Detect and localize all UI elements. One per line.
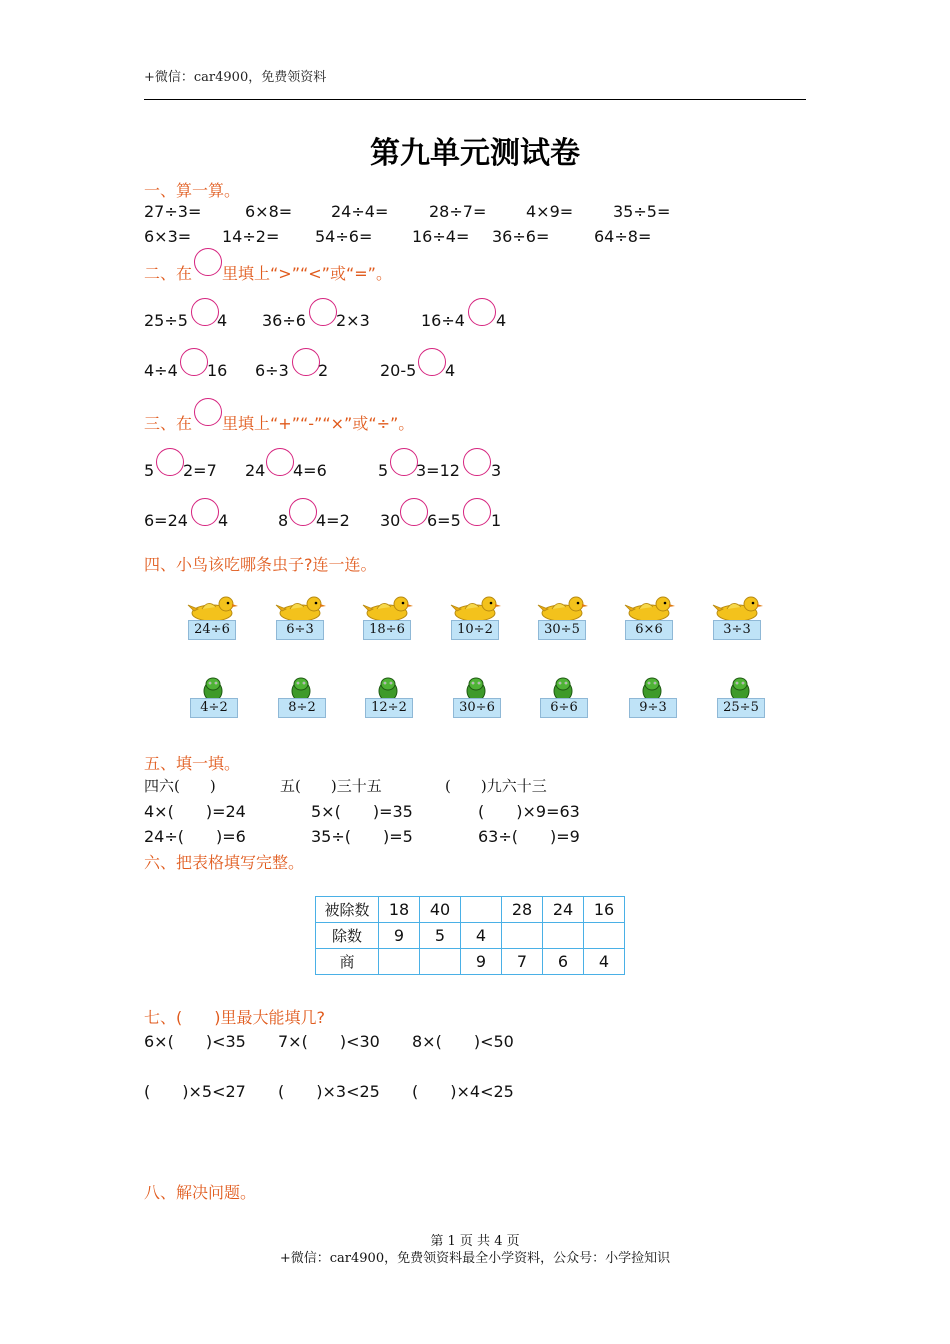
s3-part: 5 xyxy=(144,461,155,480)
s2-left: 36÷6 xyxy=(262,311,306,330)
bird-label: 3÷3 xyxy=(713,620,761,640)
page-title: 第九单元测试卷 xyxy=(370,136,580,171)
s1-item: 64÷8= xyxy=(594,227,652,246)
s1-item: 28÷7= xyxy=(429,202,487,221)
s7-item: 7×( )<30 xyxy=(278,1032,380,1051)
bird-card[interactable] xyxy=(274,595,328,645)
s1-item: 35÷5= xyxy=(613,202,671,221)
bug-label: 30÷6 xyxy=(453,698,501,718)
s2-left: 25÷5 xyxy=(144,311,188,330)
table-row xyxy=(316,897,625,923)
s3-part: 8 xyxy=(278,511,289,530)
bird-card[interactable] xyxy=(711,595,765,645)
s3-part: 1 xyxy=(491,511,502,530)
s3-part: 3=12 xyxy=(416,461,460,480)
s3-part: 4=2 xyxy=(316,511,350,530)
s3-part: 24 xyxy=(245,461,266,480)
section-4-heading: 四、小鸟该吃哪条虫子?连一连。 xyxy=(144,555,377,574)
table-cell[interactable] xyxy=(379,949,420,975)
answer-circle-icon[interactable] xyxy=(309,298,337,326)
bug-label: 25÷5 xyxy=(717,698,765,718)
section-5-heading: 五、填一填。 xyxy=(144,754,241,773)
section-2-heading-a: 二、在 xyxy=(144,264,193,283)
s2-right: 4 xyxy=(445,361,456,380)
footer-note: +微信：car4900，免费领资料最全小学资料，公众号：小学捡知识 xyxy=(279,1251,671,1266)
s2-right: 4 xyxy=(217,311,228,330)
bug-label: 4÷2 xyxy=(190,698,238,718)
section-2-heading-b: 里填上“>”“<”或“=”。 xyxy=(222,264,392,283)
division-table xyxy=(315,896,625,975)
table-row-header: 除数 xyxy=(316,923,379,949)
table-cell[interactable] xyxy=(584,923,625,949)
s1-item: 16÷4= xyxy=(412,227,470,246)
s5-item: ( )九六十三 xyxy=(445,777,547,795)
bird-label: 18÷6 xyxy=(363,620,411,640)
section-7-heading: 七、( )里最大能填几? xyxy=(144,1008,325,1027)
bug-card[interactable] xyxy=(538,676,592,726)
answer-circle-icon[interactable] xyxy=(463,448,491,476)
answer-circle-icon[interactable] xyxy=(191,298,219,326)
s1-item: 6×3= xyxy=(144,227,192,246)
bug-label: 12÷2 xyxy=(365,698,413,718)
table-row xyxy=(316,923,625,949)
s3-part: 2=7 xyxy=(183,461,217,480)
s2-left: 6÷3 xyxy=(255,361,289,380)
bird-label: 24÷6 xyxy=(188,620,236,640)
bug-card[interactable] xyxy=(451,676,505,726)
bird-label: 30÷5 xyxy=(538,620,586,640)
table-cell: 9 xyxy=(461,949,502,975)
s7-item: ( )×4<25 xyxy=(412,1082,514,1101)
table-row-header: 被除数 xyxy=(316,897,379,923)
page-number: 第 1 页 共 4 页 xyxy=(430,1234,520,1249)
answer-circle-icon[interactable] xyxy=(468,298,496,326)
s2-left: 20-5 xyxy=(380,361,417,380)
answer-circle-icon[interactable] xyxy=(390,448,418,476)
s2-right: 4 xyxy=(496,311,507,330)
section-3-heading-b: 里填上“+”“-”“×”或“÷”。 xyxy=(222,414,415,433)
table-cell: 16 xyxy=(584,897,625,923)
answer-circle-icon[interactable] xyxy=(463,498,491,526)
bug-card[interactable] xyxy=(627,676,681,726)
answer-circle-icon xyxy=(194,248,222,276)
s7-item: ( )×3<25 xyxy=(278,1082,380,1101)
answer-circle-icon[interactable] xyxy=(191,498,219,526)
section-8-heading: 八、解决问题。 xyxy=(144,1183,257,1202)
table-cell[interactable] xyxy=(502,923,543,949)
s1-item: 6×8= xyxy=(245,202,293,221)
table-cell[interactable] xyxy=(420,949,461,975)
s2-right: 2 xyxy=(318,361,329,380)
table-row-header: 商 xyxy=(316,949,379,975)
s7-item: 6×( )<35 xyxy=(144,1032,246,1051)
s3-part: 4 xyxy=(218,511,229,530)
table-cell: 4 xyxy=(461,923,502,949)
s3-part: 6=5 xyxy=(427,511,461,530)
table-cell: 6 xyxy=(543,949,584,975)
answer-circle-icon[interactable] xyxy=(418,348,446,376)
s5-item: 四六( ) xyxy=(144,777,216,795)
s5-item: 五( )三十五 xyxy=(280,777,382,795)
header-divider xyxy=(144,99,806,100)
bird-card[interactable] xyxy=(623,595,677,645)
table-cell: 40 xyxy=(420,897,461,923)
s1-item: 36÷6= xyxy=(492,227,550,246)
header-note: +微信：car4900，免费领资料 xyxy=(144,70,327,85)
s5-item: ( )×9=63 xyxy=(478,802,580,821)
s2-right: 2×3 xyxy=(336,311,370,330)
table-cell: 18 xyxy=(379,897,420,923)
s3-part: 6=24 xyxy=(144,511,188,530)
table-row xyxy=(316,949,625,975)
table-cell: 24 xyxy=(543,897,584,923)
s3-part: 30 xyxy=(380,511,401,530)
section-3-heading-a: 三、在 xyxy=(144,414,193,433)
table-cell[interactable] xyxy=(543,923,584,949)
bird-card[interactable] xyxy=(449,595,503,645)
s5-item: 24÷( )=6 xyxy=(144,827,246,846)
table-cell[interactable] xyxy=(461,897,502,923)
bug-label: 6÷6 xyxy=(540,698,588,718)
answer-circle-icon[interactable] xyxy=(180,348,208,376)
bird-label: 6×6 xyxy=(625,620,673,640)
bird-card[interactable] xyxy=(186,595,240,645)
bug-card[interactable] xyxy=(363,676,417,726)
table-cell: 4 xyxy=(584,949,625,975)
s1-item: 27÷3= xyxy=(144,202,202,221)
s5-item: 5×( )=35 xyxy=(311,802,413,821)
s7-item: 8×( )<50 xyxy=(412,1032,514,1051)
s3-part: 3 xyxy=(491,461,502,480)
bug-card[interactable] xyxy=(188,676,242,726)
s2-left: 4÷4 xyxy=(144,361,178,380)
bird-card[interactable] xyxy=(536,595,590,645)
bird-label: 10÷2 xyxy=(451,620,499,640)
s5-item: 4×( )=24 xyxy=(144,802,246,821)
table-cell: 7 xyxy=(502,949,543,975)
answer-circle-icon[interactable] xyxy=(156,448,184,476)
s1-item: 14÷2= xyxy=(222,227,280,246)
s1-item: 4×9= xyxy=(526,202,574,221)
answer-circle-icon[interactable] xyxy=(292,348,320,376)
s7-item: ( )×5<27 xyxy=(144,1082,246,1101)
table-cell: 28 xyxy=(502,897,543,923)
bug-card[interactable] xyxy=(715,676,769,726)
s3-part: 5 xyxy=(378,461,389,480)
s1-item: 24÷4= xyxy=(331,202,389,221)
answer-circle-icon xyxy=(194,398,222,426)
table-cell: 9 xyxy=(379,923,420,949)
s1-item: 54÷6= xyxy=(315,227,373,246)
bug-card[interactable] xyxy=(276,676,330,726)
answer-circle-icon[interactable] xyxy=(289,498,317,526)
table-cell: 5 xyxy=(420,923,461,949)
answer-circle-icon[interactable] xyxy=(266,448,294,476)
section-1-heading: 一、算一算。 xyxy=(144,181,241,200)
bird-label: 6÷3 xyxy=(276,620,324,640)
bird-card[interactable] xyxy=(361,595,415,645)
section-6-heading: 六、把表格填写完整。 xyxy=(144,853,305,872)
s2-right: 16 xyxy=(207,361,228,380)
bug-label: 9÷3 xyxy=(629,698,677,718)
s5-item: 63÷( )=9 xyxy=(478,827,580,846)
s5-item: 35÷( )=5 xyxy=(311,827,413,846)
s2-left: 16÷4 xyxy=(421,311,465,330)
answer-circle-icon[interactable] xyxy=(400,498,428,526)
bug-label: 8÷2 xyxy=(278,698,326,718)
s3-part: 4=6 xyxy=(293,461,327,480)
